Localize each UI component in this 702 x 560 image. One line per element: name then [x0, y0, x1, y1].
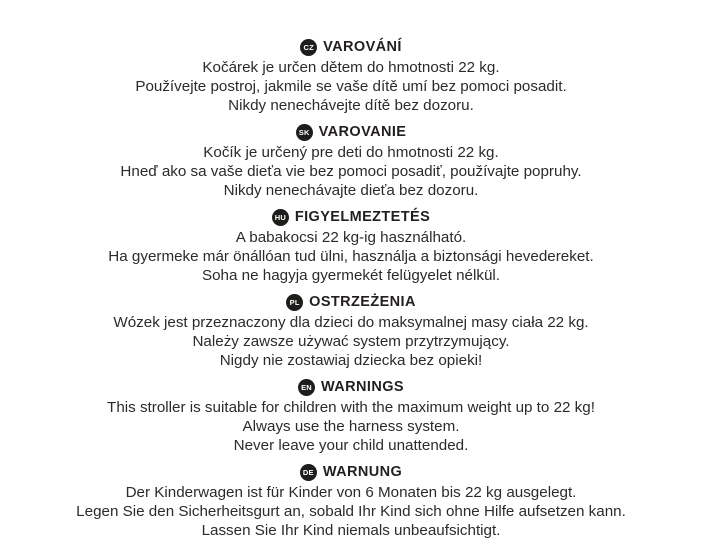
section-heading	[0, 207, 702, 227]
warning-section-cz	[0, 37, 702, 115]
warning-line: Wózek jest przeznaczony dla dzieci do maksymalnej masy ciała 22 kg.	[113, 314, 589, 331]
warning-line: Hneď ako sa vaše dieťa vie bez pomoci posadiť, používajte popruhy.	[120, 163, 582, 180]
warning-line: Der Kinderwagen ist für Kinder von 6 Monaten bis 22 kg ausgelegt.	[125, 484, 577, 501]
section-title: OSTRZEŻENIA	[309, 294, 416, 310]
language-badge-cz-icon: CZ	[300, 39, 317, 56]
warning-line: Always use the harness system.	[242, 418, 460, 435]
warning-line: Ha gyermeke már önállóan tud ülni, használja a biztonsági hevedereket.	[108, 248, 594, 265]
warning-section-sk	[0, 122, 702, 200]
warning-line: Nikdy nenechávajte dieťa bez dozoru.	[223, 182, 479, 199]
section-heading	[0, 462, 702, 482]
section-title: FIGYELMEZTETÉS	[294, 209, 431, 225]
section-title: VAROVÁNÍ	[323, 39, 402, 55]
warning-line: Legen Sie den Sicherheitsgurt an, sobald Ihr Kind sich ohne Hilfe aufsetzen kann.	[76, 503, 626, 520]
language-badge-sk-icon: SK	[296, 124, 313, 141]
section-heading	[0, 122, 702, 142]
warning-line: This stroller is suitable for children with the maximum weight up to 22 kg!	[107, 399, 595, 416]
warning-line: Never leave your child unattended.	[233, 437, 469, 454]
section-title: VAROVANIE	[318, 124, 407, 140]
section-title: WARNINGS	[321, 379, 404, 395]
warning-line: Należy zawsze używać system przytrzymujący.	[192, 333, 510, 350]
section-heading	[0, 37, 702, 57]
language-badge-pl-icon: PL	[286, 294, 303, 311]
section-title: WARNUNG	[322, 464, 403, 480]
warning-section-de	[0, 462, 702, 540]
warning-line: Nikdy nenechávejte dítě bez dozoru.	[228, 97, 474, 114]
warning-line: Soha ne hagyja gyermekét felügyelet nélkül.	[201, 267, 501, 284]
warning-line: Lassen Sie Ihr Kind niemals unbeaufsichtigt.	[201, 522, 501, 539]
language-badge-de-icon: DE	[300, 464, 317, 481]
language-badge-en-icon: EN	[298, 379, 315, 396]
section-heading	[0, 377, 702, 397]
warning-section-en	[0, 377, 702, 455]
warning-section-pl	[0, 292, 702, 370]
warning-section-hu	[0, 207, 702, 285]
warning-line: Kočík je určený pre deti do hmotnosti 22 kg.	[203, 144, 499, 161]
section-heading	[0, 292, 702, 312]
language-badge-hu-icon: HU	[272, 209, 289, 226]
warning-line: Kočárek je určen dětem do hmotnosti 22 kg.	[202, 59, 500, 76]
warning-line: Nigdy nie zostawiaj dziecka bez opieki!	[219, 352, 483, 369]
warning-line: A babakocsi 22 kg-ig használható.	[235, 229, 467, 246]
warning-line: Používejte postroj, jakmile se vaše dítě umí bez pomoci posadit.	[135, 78, 567, 95]
